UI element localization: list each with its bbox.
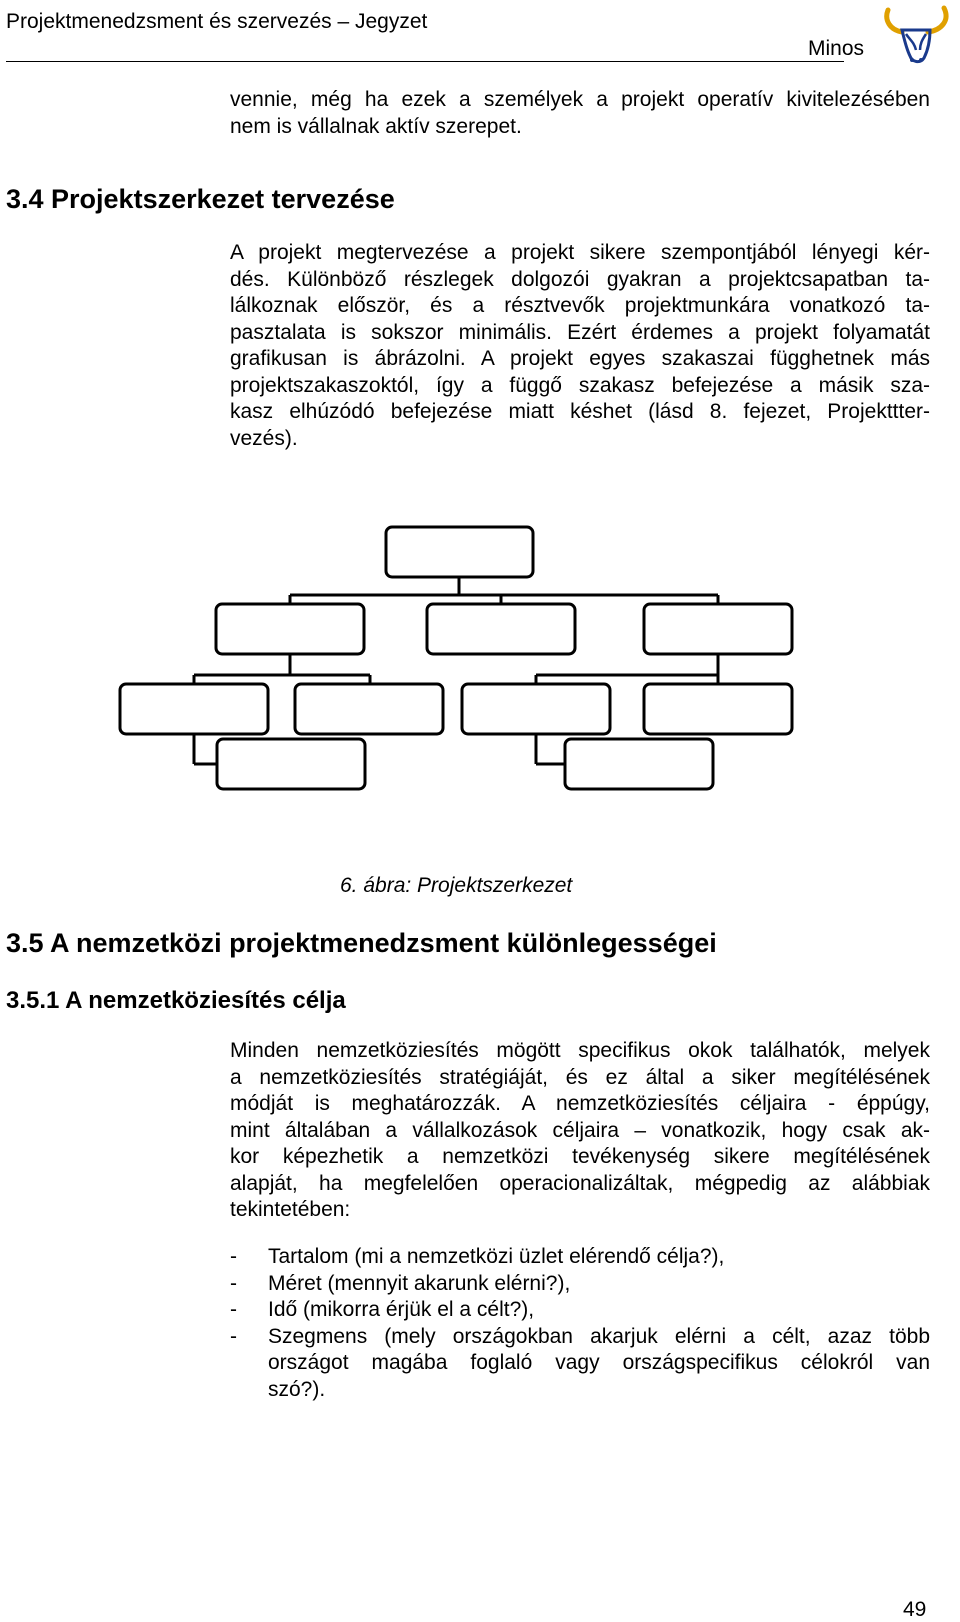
diagram-box-l1-a — [216, 604, 364, 654]
header-rule — [6, 61, 844, 62]
text-line: projektszakaszoktól, így a függő szakasz befejezése a másik sza- — [230, 373, 930, 397]
text-line: vezés). — [230, 426, 298, 450]
text-line: tekintetében: — [230, 1198, 351, 1221]
intro-paragraph — [230, 87, 930, 140]
bull-head-logo-icon — [880, 4, 952, 68]
text-line: nem is vállalnak aktív szerepet. — [230, 114, 522, 138]
figure-caption: 6. ábra: Projektszerkezet — [340, 874, 573, 897]
list-item-text: Szegmens (mely országokban akarjuk elérni a célt, azaz több — [268, 1324, 930, 1348]
diagram-box-l2-a — [120, 684, 268, 734]
list-item-text: szó?). — [268, 1377, 326, 1401]
text-line: dés. Különböző részlegek dolgozói gyakran a projektcsapatban ta- — [230, 267, 930, 291]
list-item — [230, 1297, 930, 1324]
list-item — [230, 1271, 930, 1298]
diagram-box-l2-c — [462, 684, 610, 734]
text-line: Minden nemzetköziesítés mögött specifikus okok találhatók, melyek — [230, 1039, 930, 1062]
section-3-4-paragraph — [230, 240, 930, 452]
section-heading-3-5: 3.5 A nemzetközi projektmenedzsment különlegességei — [6, 928, 717, 958]
text-line: vennie, még ha ezek a személyek a projekt operatív kivitelezésében — [230, 88, 930, 111]
text-line: pasztalata is sokszor minimális. Ezért érdemes a projekt folyamatát — [230, 320, 930, 344]
list-dash: - — [230, 1271, 237, 1295]
text-line: alapját, ha megfelelően operacionalizáltak, mégpedig az alábbiak — [230, 1171, 930, 1195]
text-line: grafikusan is ábrázolni. A projekt egyes szakaszai függhetnek más — [230, 347, 930, 370]
criteria-list — [230, 1244, 930, 1403]
text-line: kor képezhetik a nemzetközi tevékenység sikere megítélésének — [230, 1145, 930, 1168]
text-line: mint általában a vállalkozások céljaira – vonatkozik, hogy csak ak- — [230, 1118, 930, 1142]
list-item — [230, 1244, 930, 1271]
list-item-text: Tartalom (mi a nemzetközi üzlet elérendő célja?), — [268, 1245, 725, 1268]
section-heading-3-5-1: 3.5.1 A nemzetköziesítés célja — [6, 987, 346, 1014]
diagram-box-l3-a — [217, 739, 365, 789]
diagram-box-l2-b — [295, 684, 443, 734]
project-structure-diagram — [110, 520, 820, 820]
diagram-box-l1-c — [644, 604, 792, 654]
page-header-author: Minos — [808, 37, 865, 60]
diagram-box-l1-b — [427, 604, 575, 654]
section-heading-3-4: 3.4 Projektszerkezet tervezése — [6, 184, 395, 214]
list-dash: - — [230, 1245, 237, 1268]
list-item — [230, 1324, 930, 1404]
diagram-box-l3-b — [565, 739, 713, 789]
text-line: kasz elhúzódó befejezése miatt késhet (lásd 8. fejezet, Projekttter- — [230, 400, 930, 423]
text-line: a nemzetköziesítés stratégiáját, és ez által a siker megítélésének — [230, 1065, 930, 1089]
list-dash: - — [230, 1298, 237, 1321]
text-line: lálkoznak először, és a résztvevők projektmunkára vonatkozó ta- — [230, 294, 930, 317]
list-item-text: Idő (mikorra érjük el a célt?), — [268, 1298, 535, 1321]
text-line: módját is meghatározzák. A nemzetköziesítés céljaira - éppúgy, — [230, 1092, 930, 1115]
page-number: 49 — [903, 1598, 927, 1621]
text-line: A projekt megtervezése a projekt sikere szempontjából lényegi kér- — [230, 241, 930, 264]
list-dash: - — [230, 1324, 237, 1348]
list-item-text: Méret (mennyit akarunk elérni?), — [268, 1271, 571, 1295]
list-item-text: országot magába foglaló vagy országspecifikus célokról van — [268, 1351, 930, 1374]
diagram-box-l2-d — [644, 684, 792, 734]
diagram-box-root — [386, 527, 533, 577]
page-header-title: Projektmenedzsment és szervezés – Jegyzet — [6, 10, 428, 33]
section-3-5-1-paragraph — [230, 1038, 930, 1224]
